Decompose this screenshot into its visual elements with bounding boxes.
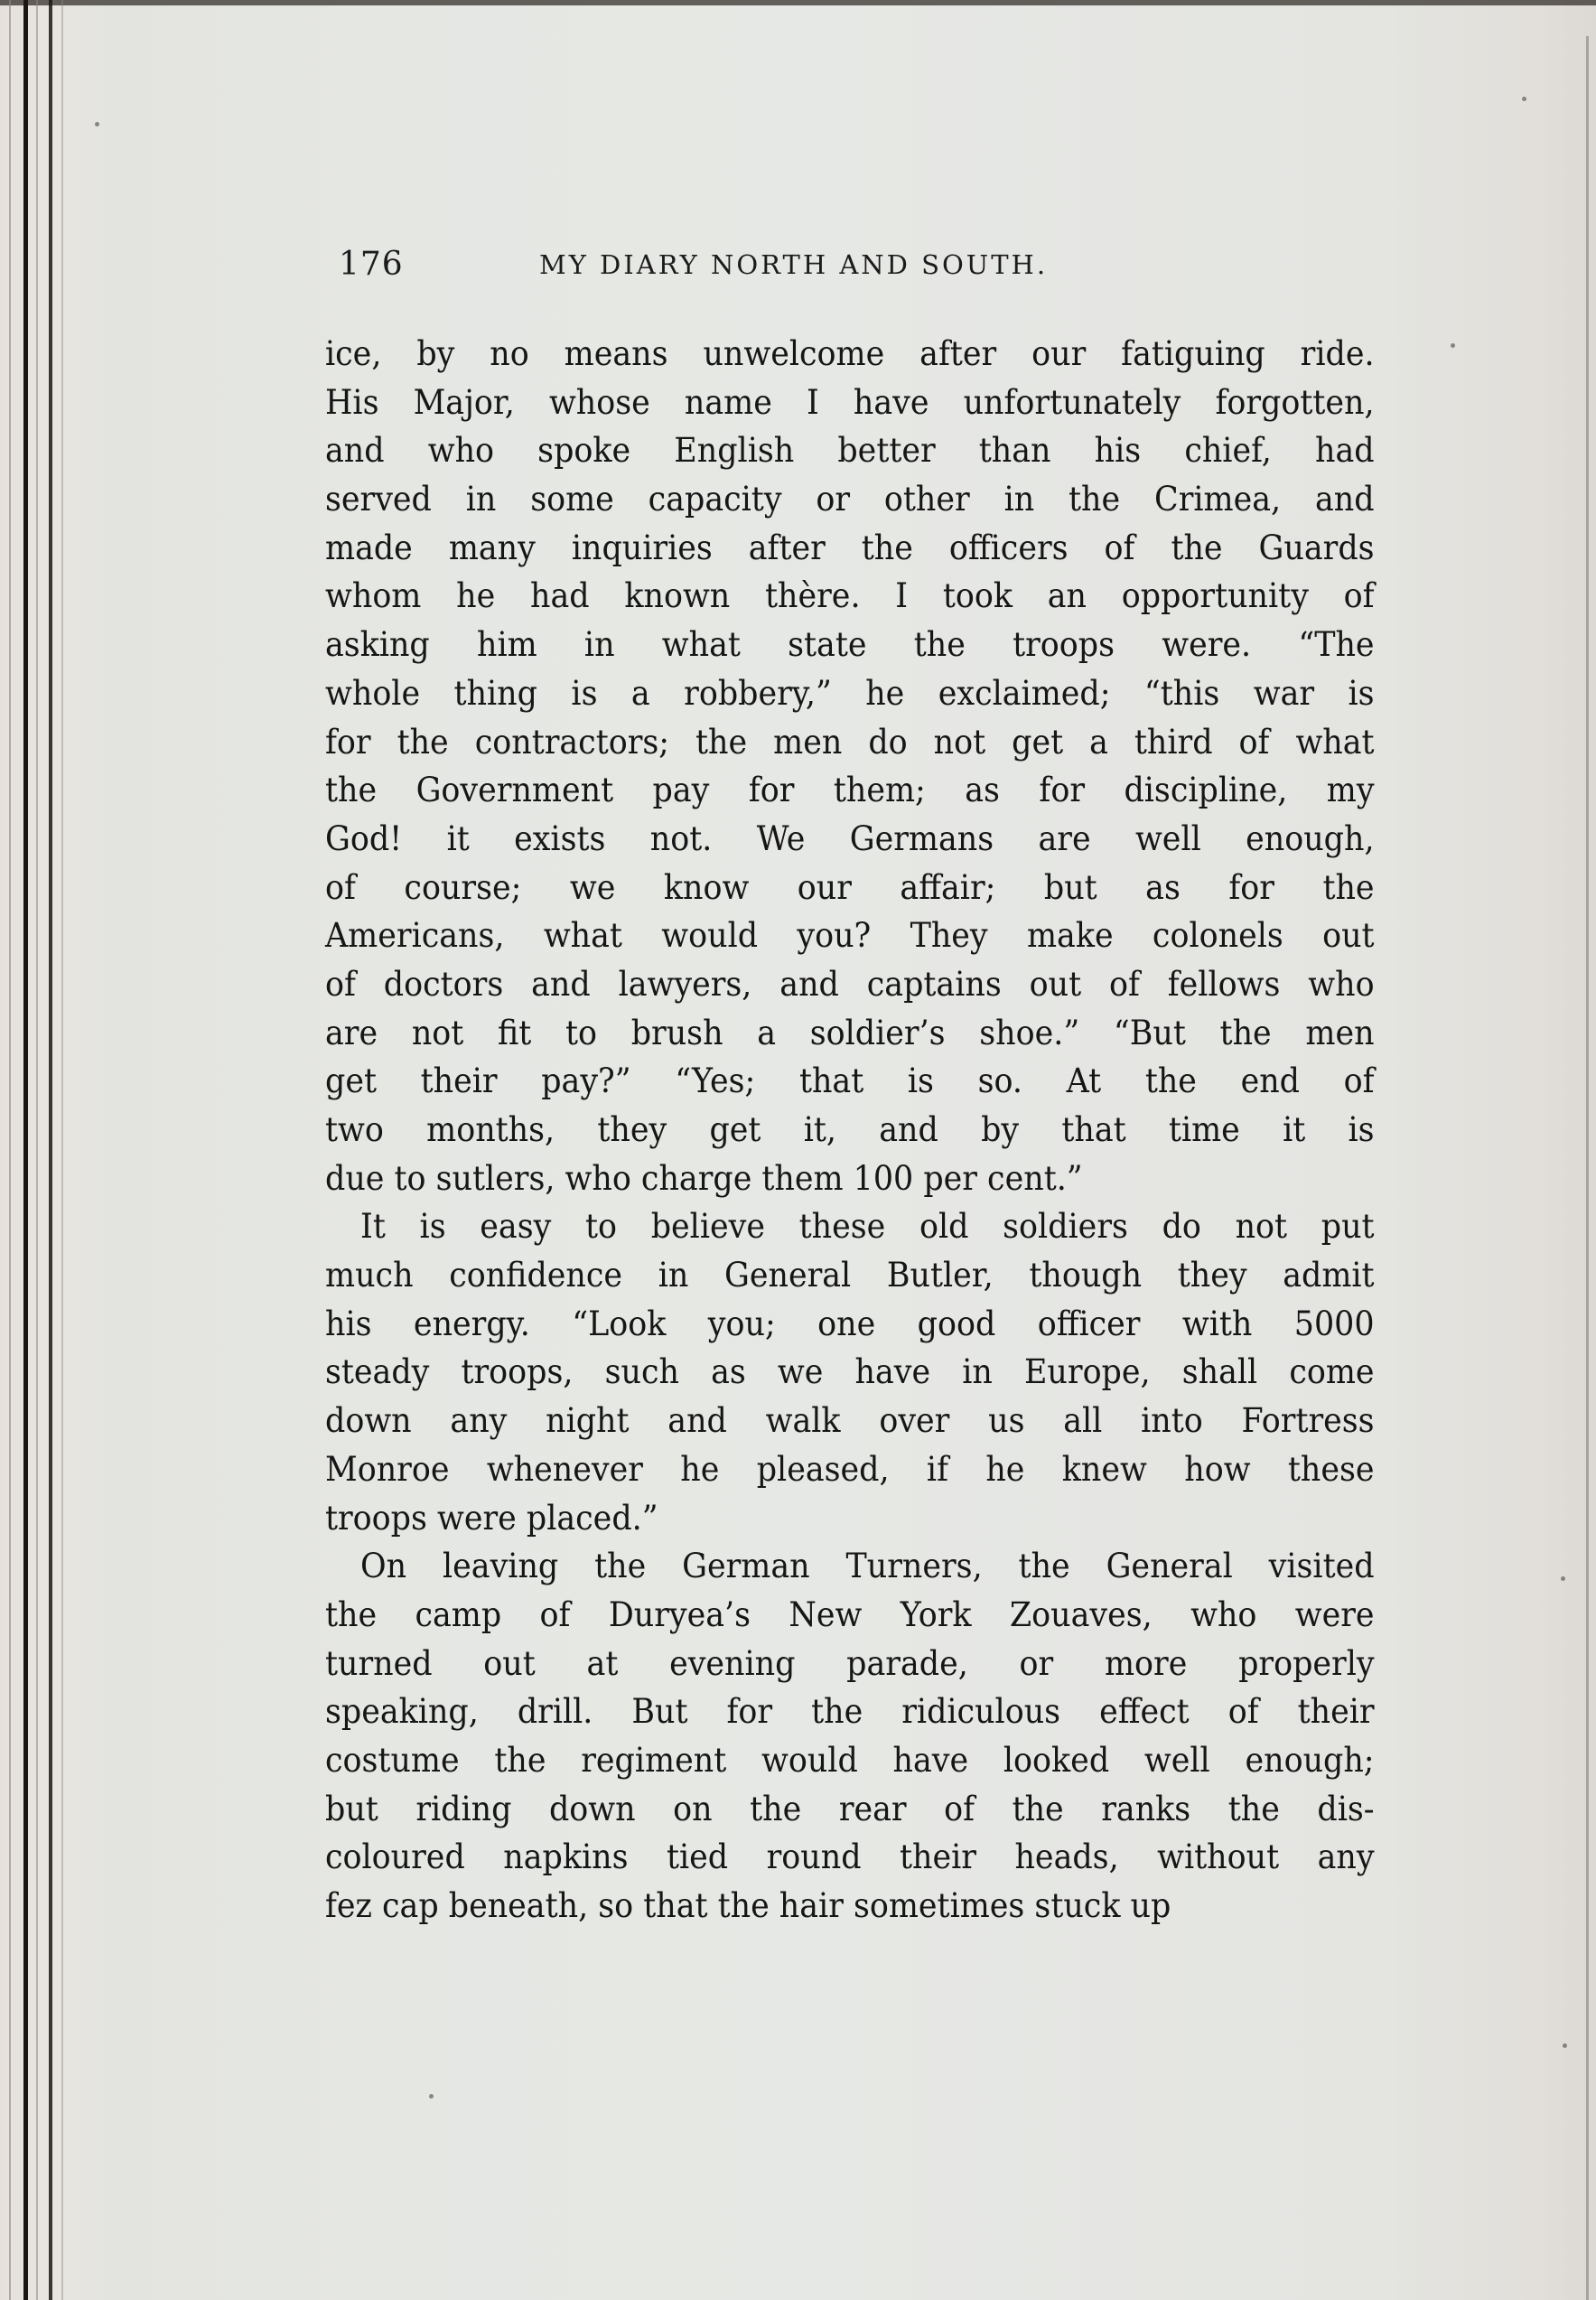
text-line: steady troops, such as we have in Europe, shall come: [325, 1351, 1375, 1392]
text-line: for the contractors; the men do not get a third of what: [325, 721, 1375, 762]
paragraph: [325, 330, 1375, 1202]
right-page-edge: [1586, 36, 1589, 2300]
body-text: [325, 330, 1375, 1931]
binding-edge-line: [23, 0, 28, 2300]
text-line: much confidence in General Butler, though they admit: [325, 1255, 1375, 1295]
page-edge-line: [36, 0, 38, 2300]
text-line: turned out at evening parade, or more properly: [325, 1642, 1375, 1683]
page-number: 176: [339, 246, 404, 283]
text-line: troops were placed.”: [325, 1497, 658, 1538]
text-line: coloured napkins tied round their heads, without any: [325, 1837, 1375, 1877]
text-line: fez cap beneath, so that the hair sometimes stuck up: [325, 1885, 1171, 1925]
speck: [1451, 343, 1455, 348]
speck: [1561, 1576, 1565, 1581]
text-line: Americans, what would you? They make colonels out: [325, 915, 1375, 956]
text-line: made many inquiries after the officers of the Guards: [325, 527, 1375, 567]
text-line: asking him in what state the troops were. “The: [325, 624, 1375, 665]
text-line: due to sutlers, who charge them 100 per cent.”: [325, 1157, 1083, 1198]
text-line: down any night and walk over us all into Fortress: [325, 1400, 1375, 1441]
text-line: get their pay?” “Yes; that is so. At the end of: [325, 1061, 1375, 1101]
text-line: whom he had known thère. I took an opportunity of: [325, 575, 1375, 616]
text-line: served in some capacity or other in the Crimea, and: [325, 479, 1375, 519]
page-top-shadow: [0, 0, 1596, 5]
text-line: His Major, whose name I have unfortunately forgotten,: [325, 381, 1375, 422]
text-line: ice, by no means unwelcome after our fatiguing ride.: [325, 333, 1375, 373]
page-edge-line: [9, 0, 11, 2300]
text-line: It is easy to believe these old soldiers do not put: [360, 1206, 1375, 1247]
text-line: of course; we know our affair; but as for the: [325, 866, 1375, 907]
speck: [429, 2094, 434, 2099]
text-line: but riding down on the rear of the ranks the dis-: [325, 1788, 1375, 1828]
speck: [95, 122, 99, 126]
binding-edge-line: [49, 0, 52, 2300]
text-line: his energy. “Look you; one good officer with 5000: [325, 1303, 1375, 1343]
speck: [1522, 97, 1526, 101]
speck: [1563, 2043, 1567, 2048]
running-head: [339, 246, 1373, 291]
page-edge-line: [61, 0, 63, 2300]
text-line: the camp of Duryea’s New York Zouaves, who were: [325, 1594, 1375, 1634]
book-title-header: MY DIARY NORTH AND SOUTH.: [539, 249, 1049, 280]
text-line: are not fit to brush a soldier’s shoe.” “But the men: [325, 1012, 1375, 1052]
text-line: the Government pay for them; as for discipline, my: [325, 770, 1375, 810]
text-line: On leaving the German Turners, the General visited: [360, 1546, 1375, 1586]
text-line: costume the regiment would have looked well enough;: [325, 1739, 1375, 1780]
paragraph: [325, 1542, 1375, 1931]
text-line: speaking, drill. But for the ridiculous effect of their: [325, 1691, 1375, 1732]
text-line: two months, they get it, and by that time it is: [325, 1109, 1375, 1149]
text-line: whole thing is a robbery,” he exclaimed; “this war is: [325, 672, 1375, 713]
text-line: God! it exists not. We Germans are well enough,: [325, 818, 1375, 858]
text-line: and who spoke English better than his chief, had: [325, 430, 1375, 471]
paragraph: [325, 1202, 1375, 1542]
text-line: Monroe whenever he pleased, if he knew how these: [325, 1448, 1375, 1489]
text-line: of doctors and lawyers, and captains out of fellows who: [325, 963, 1375, 1004]
